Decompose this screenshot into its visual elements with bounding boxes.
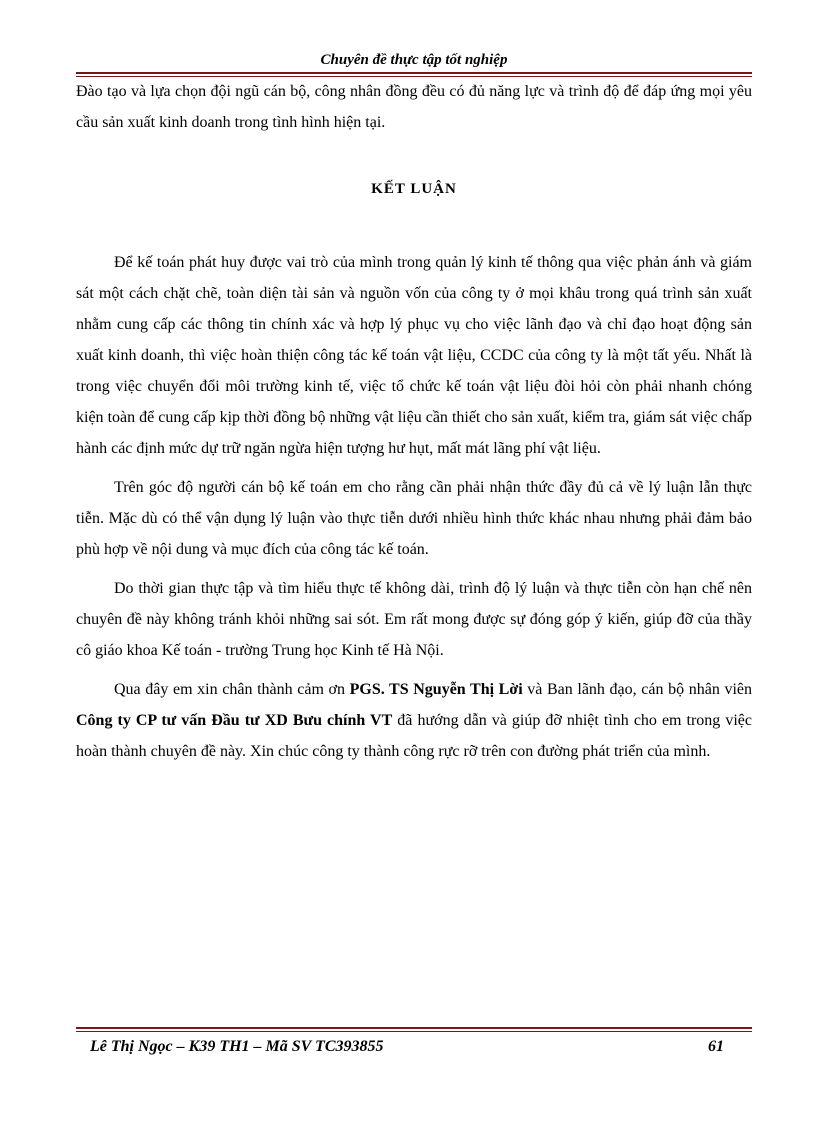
page-number: 61	[708, 1038, 724, 1055]
section-title: KẾT LUẬN	[371, 181, 457, 197]
page-header-title: Chuyên đề thực tập tốt nghiệp	[320, 52, 508, 68]
paragraph-1: Để kế toán phát huy được vai trò của mình trong quản lý kinh tế thông qua việc phản ánh và giám sát một cách chặt chẽ, toàn diện tài sản và nguồn vốn của công ty ở mọi khâu trong quá trình sản xuất nhằm cung cấp các thông tin chính xác và hợp lý phục vụ cho việc lãnh đạo và chỉ đạo hoạt động sản xuất kinh doanh, thì việc hoàn thiện công tác kế toán vật liệu, CCDC của công ty là một tất yếu. Nhất là trong việc chuyển đổi môi trường kinh tế, việc tổ chức kế toán vật liệu đòi hỏi còn phải nhanh chóng kiện toàn để cung cấp kịp thời đồng bộ những vật liệu cần thiết cho sản xuất, kiểm tra, giám sát việc chấp hành các định mức dự trữ ngăn ngừa hiện tượng hư hụt, mất mát lãng phí vật liệu.	[76, 254, 752, 457]
continuation-paragraph: Đào tạo và lựa chọn đội ngũ cán bộ, công nhân đồng đều có đủ năng lực và trình độ để đáp ứng mọi yêu cầu sản xuất kinh doanh trong tình hình hiện tại.	[76, 83, 752, 131]
paragraph-4-text-3: đã hướng dẫn và giúp đỡ nhiệt tình cho em trong việc hoàn thành chuyên đề này. Xin chúc công ty thành công rực rỡ trên con đường phát triển của mình.	[76, 712, 752, 760]
paragraph-3: Do thời gian thực tập và tìm hiểu thực tế không dài, trình độ lý luận và thực tiễn còn hạn chế nên chuyên đề này không tránh khỏi những sai sót. Em rất mong được sự đóng góp ý kiến, giúp đỡ của thầy cô giáo khoa Kế toán - trường Trung học Kinh tế Hà Nội.	[76, 580, 752, 659]
paragraph-4-text-2: và Ban lãnh đạo, cán bộ nhân viên	[522, 681, 752, 698]
company-name: Công ty CP tư vấn Đầu tư XD Bưu chính VT	[76, 712, 393, 729]
document-body	[76, 76, 752, 767]
paragraph-4-text-1: Qua đây em xin chân thành cảm ơn	[114, 681, 350, 698]
supervisor-name: PGS. TS Nguyễn Thị Lời	[349, 681, 523, 698]
paragraph-4	[76, 674, 752, 767]
footer-author: Lê Thị Ngọc – K39 TH1 – Mã SV TC393855	[90, 1038, 384, 1055]
paragraph-2: Trên góc độ người cán bộ kế toán em cho rằng cần phải nhận thức đầy đủ cả về lý luận lẫn thực tiễn. Mặc dù có thể vận dụng lý luận vào thực tiễn dưới nhiều hình thức khác nhau nhưng phải đảm bảo phù hợp về nội dung và mục đích của công tác kế toán.	[76, 479, 752, 558]
footer-divider	[76, 1027, 752, 1032]
